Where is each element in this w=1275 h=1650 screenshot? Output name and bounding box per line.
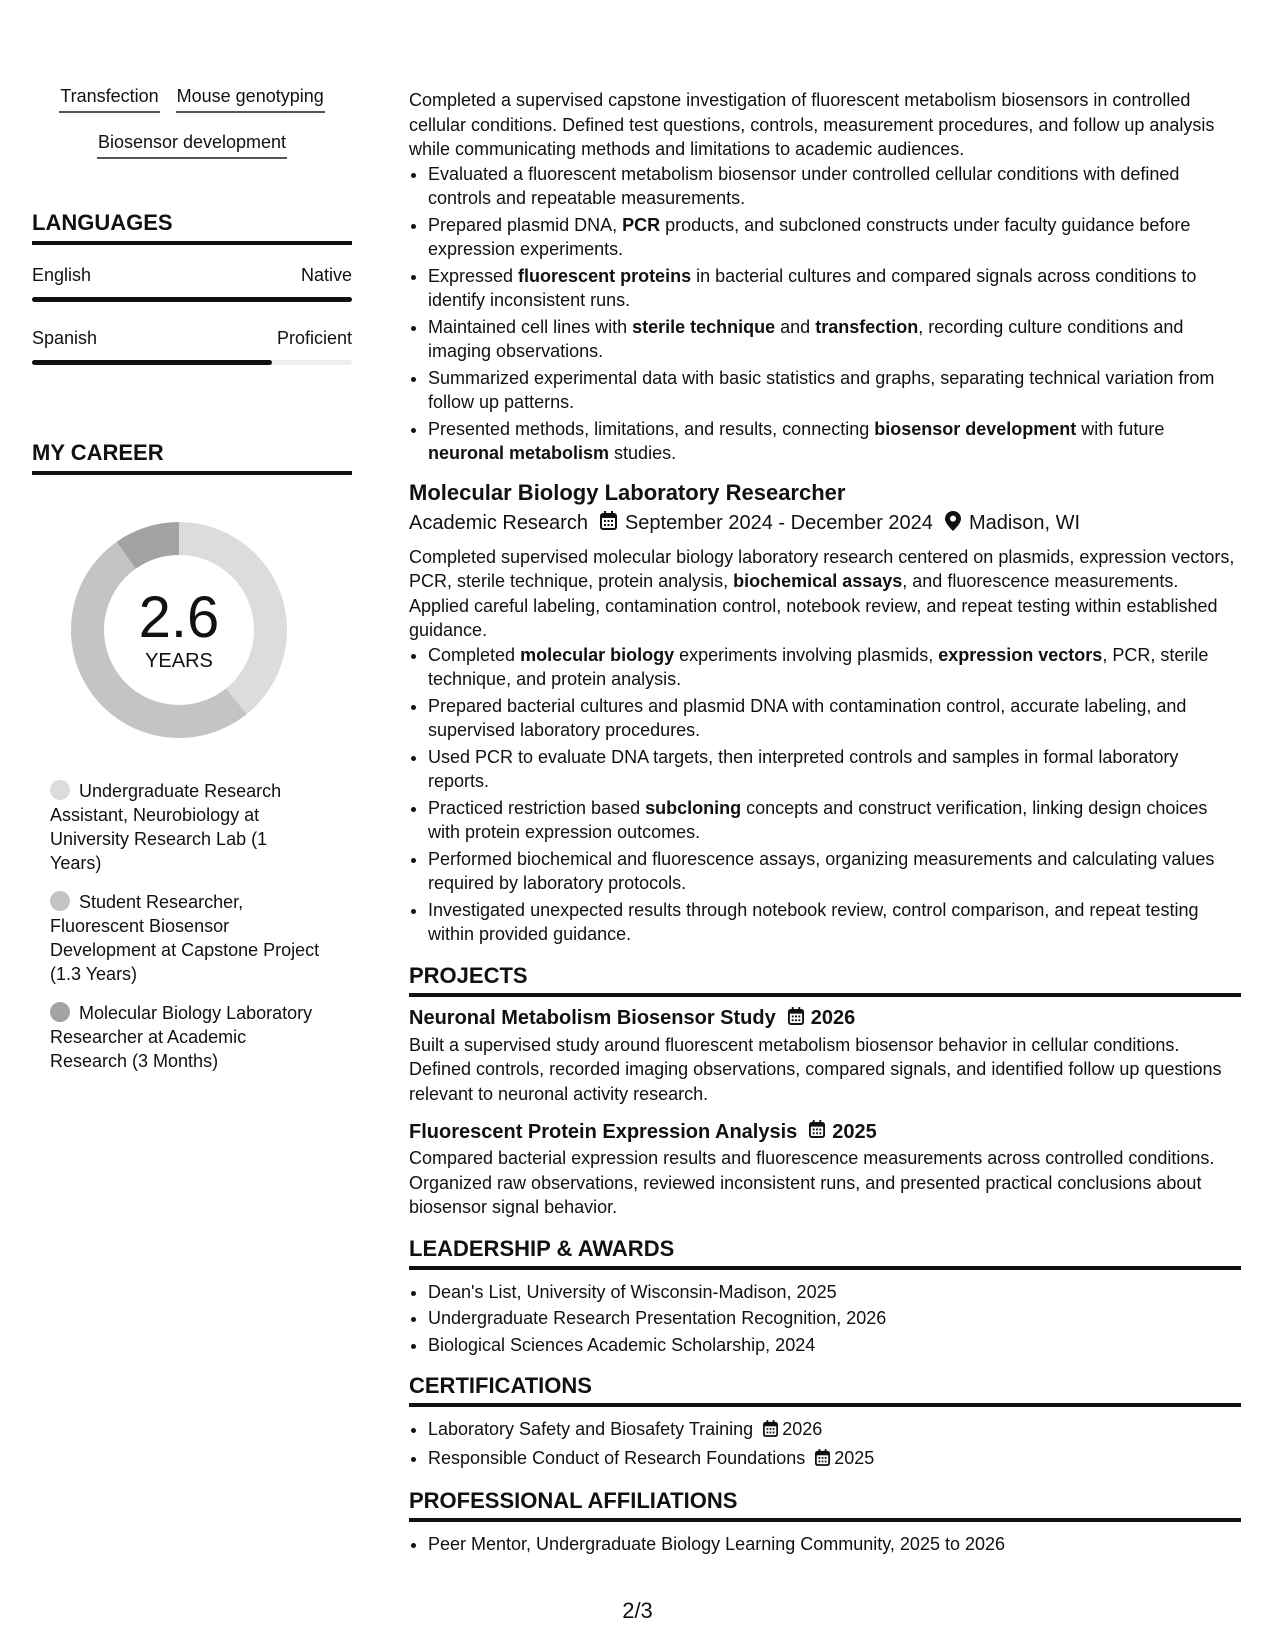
- certification-name: Responsible Conduct of Research Foundations: [428, 1447, 806, 1468]
- calendar-icon: [815, 1448, 830, 1473]
- bullet-item: [428, 643, 1241, 692]
- text-run: products, and subcloned constructs under faculty guidance before expression experiments.: [428, 214, 1191, 259]
- text-run: , recording culture conditions and imaging observations.: [428, 316, 1184, 361]
- bullet-item: [428, 315, 1241, 364]
- text-run: Prepared bacterial cultures and plasmid DNA with contamination control, accurate labeling, and supervised laboratory procedures.: [428, 695, 1187, 740]
- bullet-item: [428, 694, 1241, 743]
- languages-heading: LANGUAGES: [32, 210, 352, 245]
- career-donut: [64, 515, 294, 745]
- calendar-icon: [809, 1120, 825, 1144]
- text-run: Summarized experimental data with basic statistics and graphs, separating technical variation from follow up patterns.: [428, 367, 1215, 412]
- job-company: Academic Research: [409, 512, 588, 534]
- certification-year: 2026: [782, 1419, 823, 1439]
- main-content: [409, 88, 1241, 1559]
- language-bar-fill: [32, 297, 352, 302]
- language-level: Proficient: [276, 328, 352, 348]
- legend-dot: [50, 1002, 70, 1022]
- language-item: [32, 328, 352, 365]
- text-run: experiments involving plasmids,: [674, 644, 939, 665]
- text-run: Completed: [428, 644, 521, 665]
- certifications-section: [409, 1373, 1241, 1472]
- text-run: Performed biochemical and fluorescence assays, organizing measurements and calculating values required by laboratory protocols.: [428, 848, 1215, 893]
- project-item: [409, 1120, 1241, 1220]
- text-run: with future: [1076, 418, 1165, 439]
- legend-item: [50, 779, 320, 875]
- bold-keyword: biosensor development: [874, 418, 1077, 439]
- project-year: 2026: [810, 1007, 856, 1029]
- legend-dot: [50, 891, 70, 911]
- language-bar-fill: [32, 360, 272, 365]
- bold-keyword: PCR: [622, 214, 661, 235]
- certification-name: Laboratory Safety and Biosafety Training: [428, 1419, 754, 1439]
- text-run: and: [775, 316, 816, 337]
- text-run: Evaluated a fluorescent metabolism biosensor under controlled cellular conditions with defined controls and repeatable measurements.: [428, 163, 1180, 208]
- text-run: Prepared plasmid DNA,: [428, 214, 623, 235]
- project-item: [409, 1007, 1241, 1107]
- affiliations-section: [409, 1488, 1241, 1557]
- affiliations-list: [409, 1532, 1241, 1557]
- legend-dot: [50, 780, 70, 800]
- career-legend: [50, 779, 320, 1073]
- text-run: Used PCR to evaluate DNA targets, then interpreted controls and samples in formal laboratory reports.: [428, 746, 1179, 791]
- career-section: [32, 440, 352, 1073]
- languages-section: [32, 210, 352, 365]
- award-item: • Biological Sciences Academic Scholarship, 2024: [428, 1333, 1241, 1358]
- certifications-list: [409, 1417, 1241, 1472]
- projects-section: [409, 963, 1241, 1220]
- language-bar: [32, 360, 352, 365]
- page-number: 2/3: [622, 1598, 653, 1623]
- project-title: Neuronal Metabolism Biosensor Study: [409, 1007, 776, 1029]
- text-run: , and fluorescence measurements. Applied careful labeling, contamination control, notebook review, and repeat testing within established guidance.: [409, 571, 1218, 640]
- job-summary: [409, 545, 1241, 643]
- bullet-item: [428, 417, 1241, 466]
- job-title: Molecular Biology Laboratory Researcher: [409, 479, 846, 505]
- awards-heading: LEADERSHIP & AWARDS: [409, 1236, 1241, 1270]
- job-location: Madison, WI: [968, 512, 1081, 534]
- project-description: Built a supervised study around fluorescent metabolism biosensor behavior in cellular conditions. Defined controls, recorded imaging observations, compared signals, and identified follow up questions relevant to neuronal activity research.: [409, 1034, 1222, 1104]
- job-entry: [409, 480, 1241, 947]
- bold-keyword: neuronal metabolism: [428, 443, 610, 463]
- award-item: • Dean's List, University of Wisconsin-Madison, 2025: [428, 1280, 1241, 1305]
- project-title: Fluorescent Protein Expression Analysis: [409, 1120, 798, 1143]
- certification-item: [428, 1446, 1241, 1473]
- sidebar: [32, 84, 352, 1088]
- language-name: English: [32, 265, 92, 285]
- text-run: Completed supervised molecular biology laboratory research centered on plasmids, expression vectors, PCR, sterile technique, protein analysis,: [409, 546, 1235, 591]
- text-run: Investigated unexpected results through notebook review, control comparison, and repeat testing within provided guidance.: [428, 899, 1199, 944]
- bullet-item: [428, 847, 1241, 896]
- experience-bullets: [409, 162, 1241, 466]
- map-pin-icon: [945, 511, 961, 537]
- skill-tag: Biosensor development: [97, 130, 287, 159]
- bullet-item: [428, 366, 1241, 415]
- calendar-icon: [763, 1419, 778, 1444]
- experience-continued: [409, 88, 1241, 466]
- affiliations-heading: PROFESSIONAL AFFILIATIONS: [409, 1488, 1241, 1522]
- text-run: studies.: [609, 443, 677, 463]
- language-bar: [32, 297, 352, 302]
- project-description: Compared bacterial expression results and fluorescence measurements across controlled conditions. Organized raw observations, reviewed inconsistent runs, and presented practical conclusions about biosensor signal behavior.: [409, 1148, 1215, 1217]
- skill-tags: [32, 84, 352, 176]
- bold-keyword: subcloning: [645, 797, 742, 818]
- bold-keyword: molecular biology: [520, 644, 675, 665]
- project-year: 2025: [832, 1120, 877, 1143]
- bullet-item: [428, 213, 1241, 262]
- language-name: Spanish: [32, 328, 98, 348]
- legend-item: [50, 1001, 320, 1073]
- text-run: Presented methods, limitations, and results, connecting: [428, 418, 875, 439]
- bold-keyword: sterile technique: [632, 316, 776, 337]
- career-heading: MY CAREER: [32, 440, 352, 475]
- award-item: • Undergraduate Research Presentation Recognition, 2026: [428, 1306, 1241, 1331]
- calendar-icon: [788, 1007, 804, 1031]
- affiliation-item: • Peer Mentor, Undergraduate Biology Learning Community, 2025 to 2026: [428, 1532, 1241, 1557]
- awards-section: [409, 1236, 1241, 1358]
- bullet-item: [428, 264, 1241, 313]
- legend-label: Undergraduate Research Assistant, Neurobiology at University Research Lab (1 Years): [50, 781, 282, 873]
- bullet-item: [428, 898, 1241, 947]
- bold-keyword: biochemical assays: [733, 571, 903, 591]
- bullet-item: [428, 745, 1241, 794]
- job-meta: [409, 511, 1241, 537]
- legend-label: Molecular Biology Laboratory Researcher at Academic Research (3 Months): [50, 1003, 313, 1071]
- projects-heading: PROJECTS: [409, 963, 1241, 997]
- career-unit: YEARS: [145, 649, 213, 672]
- certifications-heading: CERTIFICATIONS: [409, 1373, 1241, 1407]
- text-run: Maintained cell lines with: [428, 316, 633, 337]
- text-run: Practiced restriction based: [428, 797, 646, 818]
- certification-item: [428, 1417, 1241, 1444]
- bullet-item: [428, 162, 1241, 211]
- text-run: , PCR, sterile technique, and protein analysis.: [428, 644, 1209, 689]
- legend-item: [50, 890, 320, 986]
- language-item: [32, 265, 352, 302]
- text-run: in bacterial cultures and compared signals across conditions to identify inconsistent runs.: [428, 265, 1197, 310]
- text-run: Expressed: [428, 265, 519, 286]
- text-run: concepts and construct verification, linking design choices with protein expression outcomes.: [428, 797, 1208, 842]
- bold-keyword: fluorescent proteins: [518, 265, 692, 286]
- bold-keyword: expression vectors: [938, 644, 1103, 665]
- legend-label: Student Researcher, Fluorescent Biosensor Development at Capstone Project (1.3 Years): [50, 892, 320, 984]
- experience-summary: Completed a supervised capstone investigation of fluorescent metabolism biosensors in controlled cellular conditions. Defined test questions, controls, measurement procedures, and follow up analysis while communicating methods and limitations to academic audiences.: [409, 90, 1215, 159]
- language-level: Native: [300, 265, 352, 285]
- job-bullets: [409, 643, 1241, 947]
- bullet-item: [428, 796, 1241, 845]
- awards-list: [409, 1280, 1241, 1358]
- calendar-icon: [600, 511, 617, 536]
- skill-tag: Transfection: [59, 84, 159, 113]
- bold-keyword: transfection: [815, 316, 919, 337]
- certification-year: 2025: [834, 1447, 875, 1468]
- skill-tag: Mouse genotyping: [176, 84, 325, 113]
- job-dates: September 2024 - December 2024: [624, 512, 933, 534]
- career-total: 2.6: [138, 584, 220, 650]
